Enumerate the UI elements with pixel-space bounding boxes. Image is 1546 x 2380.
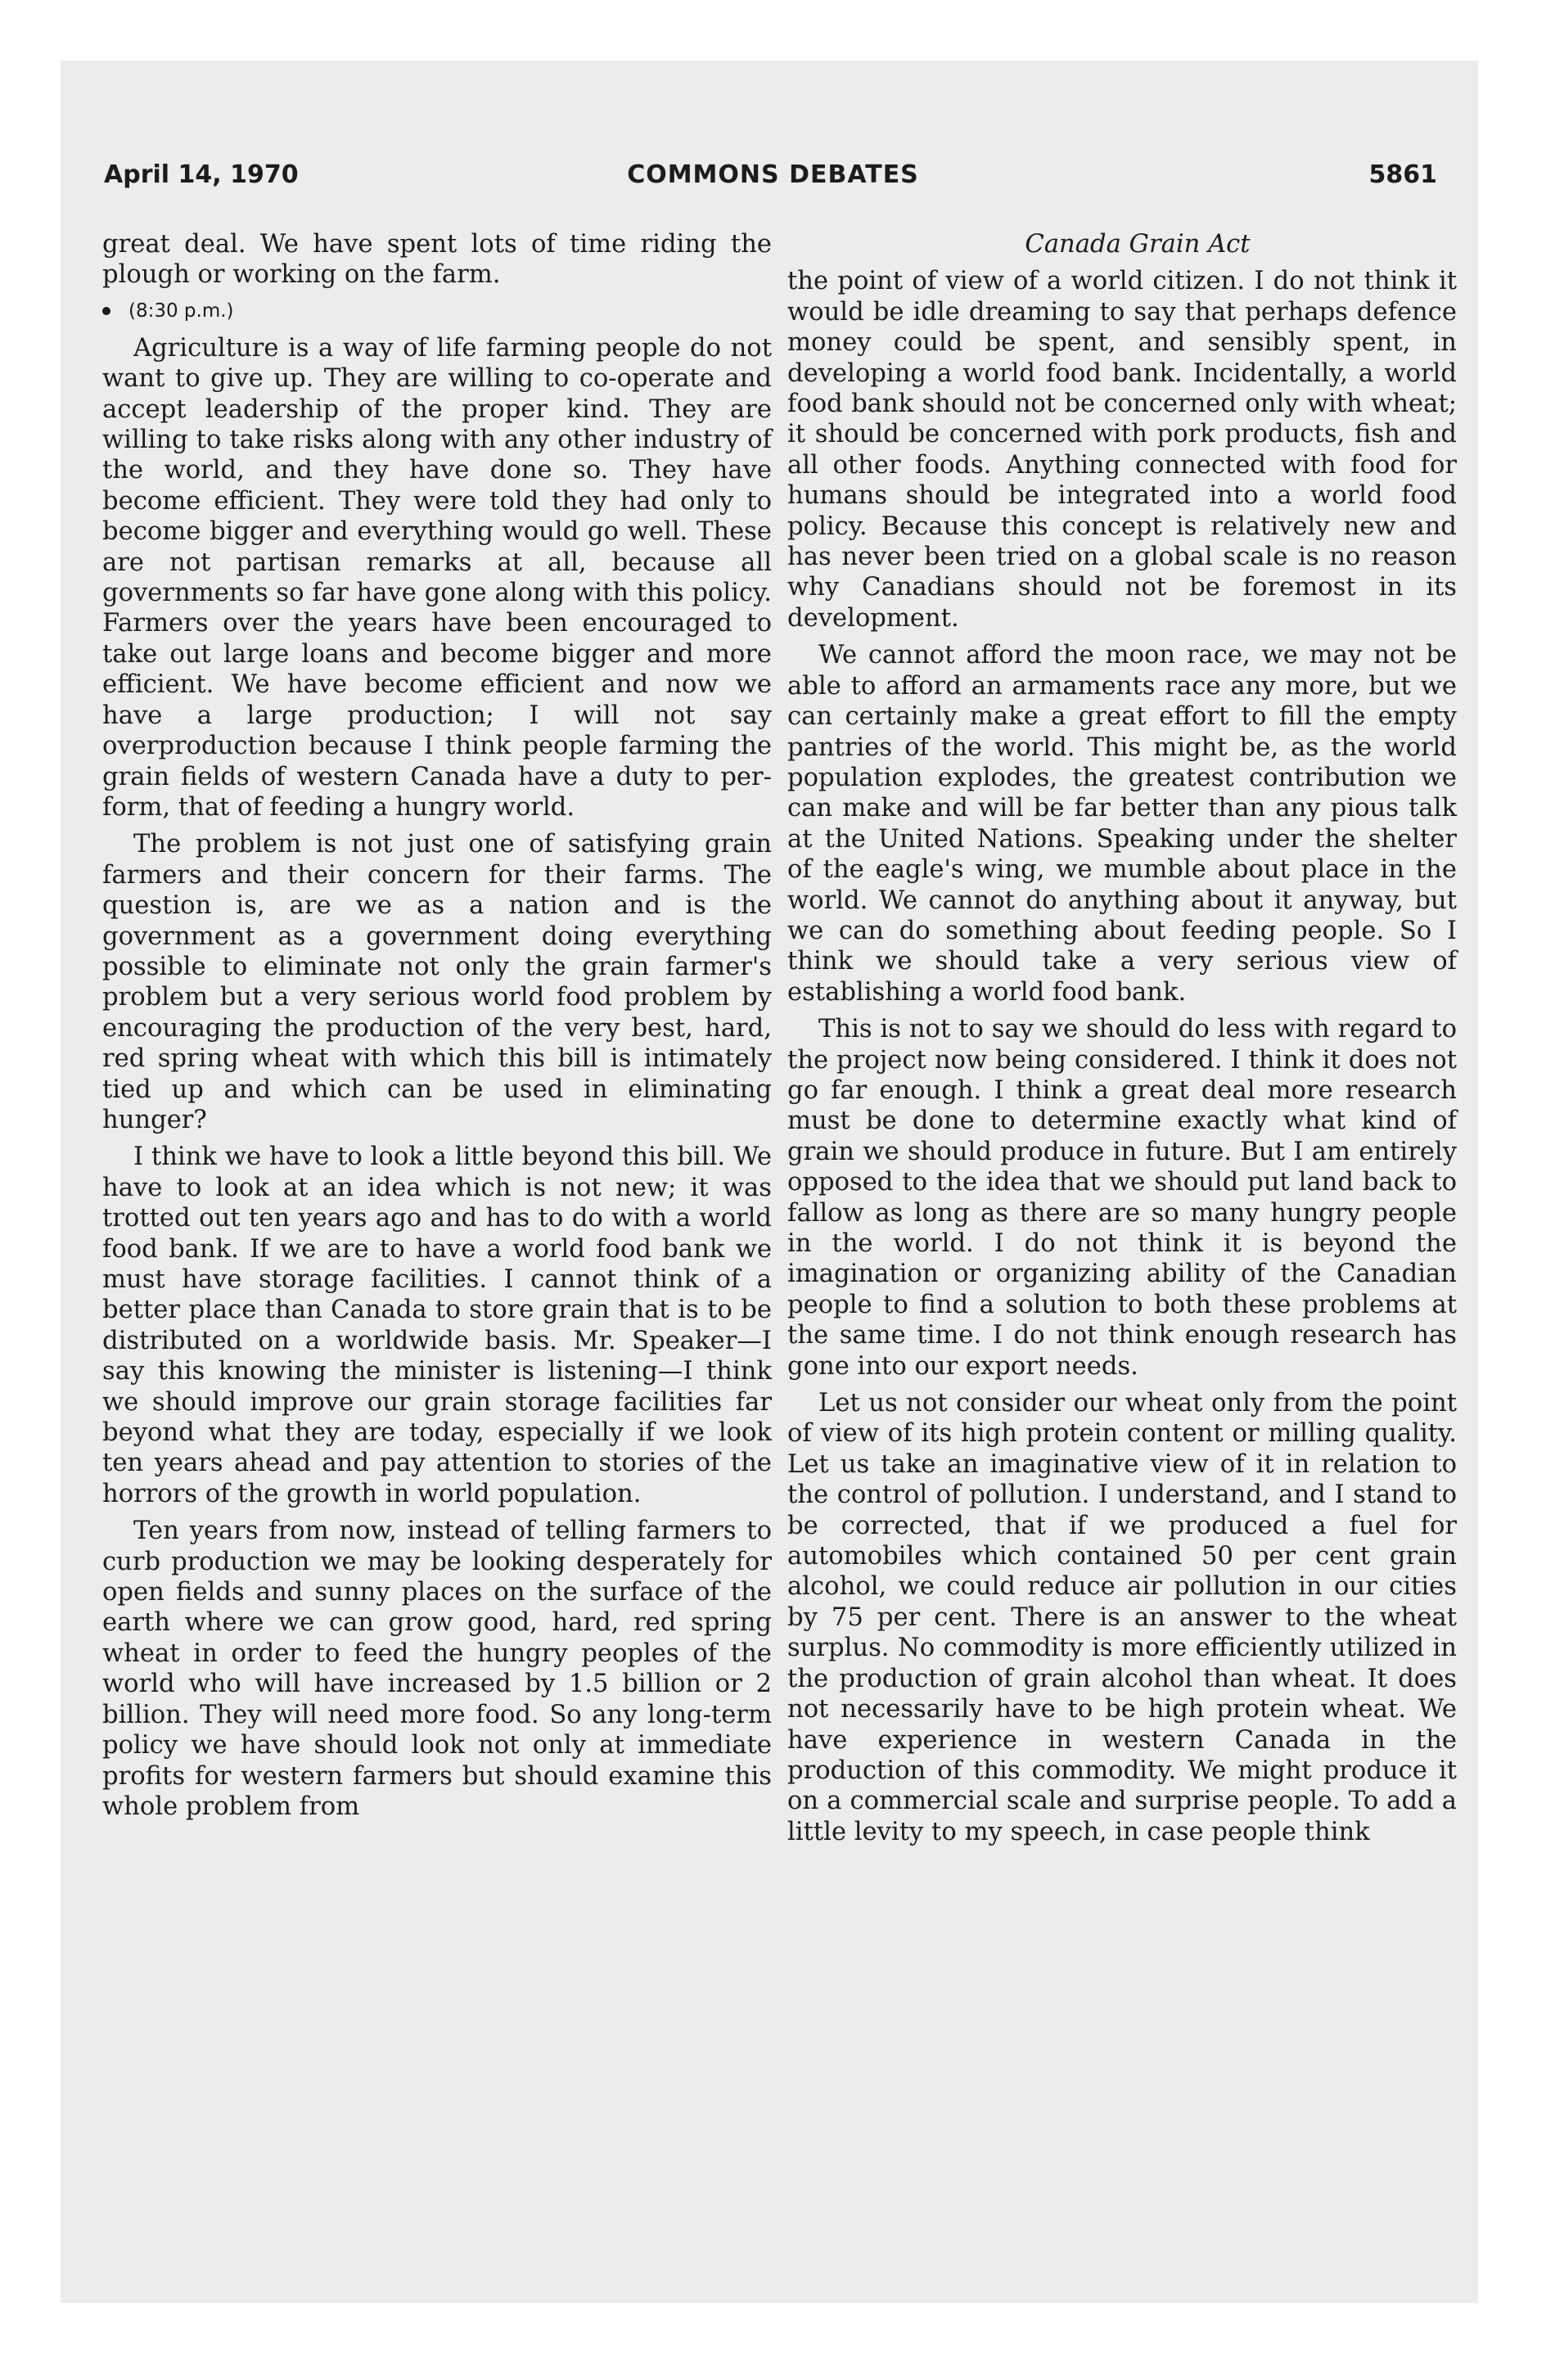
paragraph: This is not to say we should do less with regard to the project now being considered. I think it does not go far enough. I think a great deal more research must be done to determine exactly what kind of grain we should produce in future. But I am entirely opposed to the idea that we should put land back to fallow as long as there are so many hungry people in the world. I do not think it is beyond the imagination or organizing ability of the Canadian people to find a solution to both these problems at the same time. I do not think enough research has gone into our export needs. (787, 1015, 1457, 1381)
right-column (787, 229, 1457, 1854)
running-title: Canada Grain Act (1025, 230, 1251, 259)
header-page-number: 5861 (1368, 160, 1437, 189)
paragraph: great deal. We have spent lots of time riding the plough or working on the farm. (102, 230, 772, 290)
paragraph: Let us not consider our wheat only from the point of view of its high protein content or milling quality. Let us take an imaginative view of it in relation to the control of pollution. I understand, and I stand to be corrected, that if we produced a fuel for automobiles which contained 50 per cent grain alcohol, we could reduce air pollution in our cities by 75 per cent. There is an answer to the wheat surplus. No commodity is more efficiently utilized in the production of grain alcohol than wheat. It does not necessarily have to be high protein wheat. We have experience in western Canada in the production of this commodity. We might produce it on a commercial scale and surprise people. To add a little levity to my speech, in case people think (787, 1389, 1457, 1846)
paragraph: We cannot afford the moon race, we may not be able to afford an armaments race any more, but we can certainly make a great effort to fill the empty pantries of the world. This might be, as the world population explodes, the greatest contribution we can make and will be far better than any pious talk at the United Nations. Speaking under the shelter of the eagle's wing, we mumble about place in the world. We cannot do anything about it anyway, but we can do something about feeding people. So I think we should take a very serious view of establishing a world food bank. (787, 641, 1457, 1007)
paragraph: the point of view of a world citizen. I do not think it would be idle dreaming to say that perhaps defence money could be spent, and sensibly spent, in developing a world food bank. Incidentally, a world food bank should not be concerned only with wheat; it should be concerned with pork products, fish and all other foods. Anything connected with food for humans should be integrated into a world food policy. Because this concept is relatively new and has never been tried on a global scale is no reason why Canadians should not be foremost in its development. (787, 267, 1457, 633)
time-stamp-text: (8:30 p.m.) (128, 300, 234, 322)
paragraph: Ten years from now, instead of telling farmers to curb production we may be looking desperately for open fields and sunny places on the surface of the earth where we can grow good, hard, red spring wheat in order to feed the hungry peoples of the world who will have increased by 1.5 billion or 2 billion. They will need more food. So any long-term policy we have should look not only at immediate profits for western farmers but should examine this whole problem from (102, 1517, 772, 1821)
paragraph: Agriculture is a way of life farming people do not want to give up. They are willing to co-operate and accept leadership of the proper kind. They are willing to take risks along with any other industry of the world, and they have done so. They have become efficient. They were told they had only to become bigger and everything would go well. These are not partisan remarks at all, because all governments so far have gone along with this policy. Farmers over the years have been encouraged to take out large loans and become bigger and more efficient. We have become efficient and now we have a large production; I will not say overproduction because I think people farming the grain fields of western Canada have a duty to perform, that of feeding a hungry world. (102, 333, 772, 822)
bullet-icon (102, 307, 110, 315)
header-date: April 14, 1970 (104, 160, 299, 189)
header-title: COMMONS DEBATES (627, 160, 919, 189)
time-stamp (102, 299, 772, 323)
left-column (102, 229, 772, 1828)
paragraph: I think we have to look a little beyond this bill. We have to look at an idea which is not new; it was trotted out ten years ago and has to do with a world food bank. If we are to have a world food bank we must have storage facilities. I cannot think of a better place than Canada to store grain that is to be distributed on a worldwide basis. Mr. Speaker—I say this knowing the minister is listening—I think we should improve our grain storage facilities far beyond what they are today, especially if we look ten years ahead and pay attention to stories of the horrors of the growth in world population. (102, 1143, 772, 1508)
paragraph: The problem is not just one of satisfying grain farmers and their concern for their farms. The question is, are we as a nation and is the government as a government doing everything possible to eliminate not only the grain farmer's problem but a very serious world food problem by encouraging the production of the very best, hard, red spring wheat with which this bill is intimately tied up and which can be used in eliminating hunger? (102, 830, 772, 1134)
